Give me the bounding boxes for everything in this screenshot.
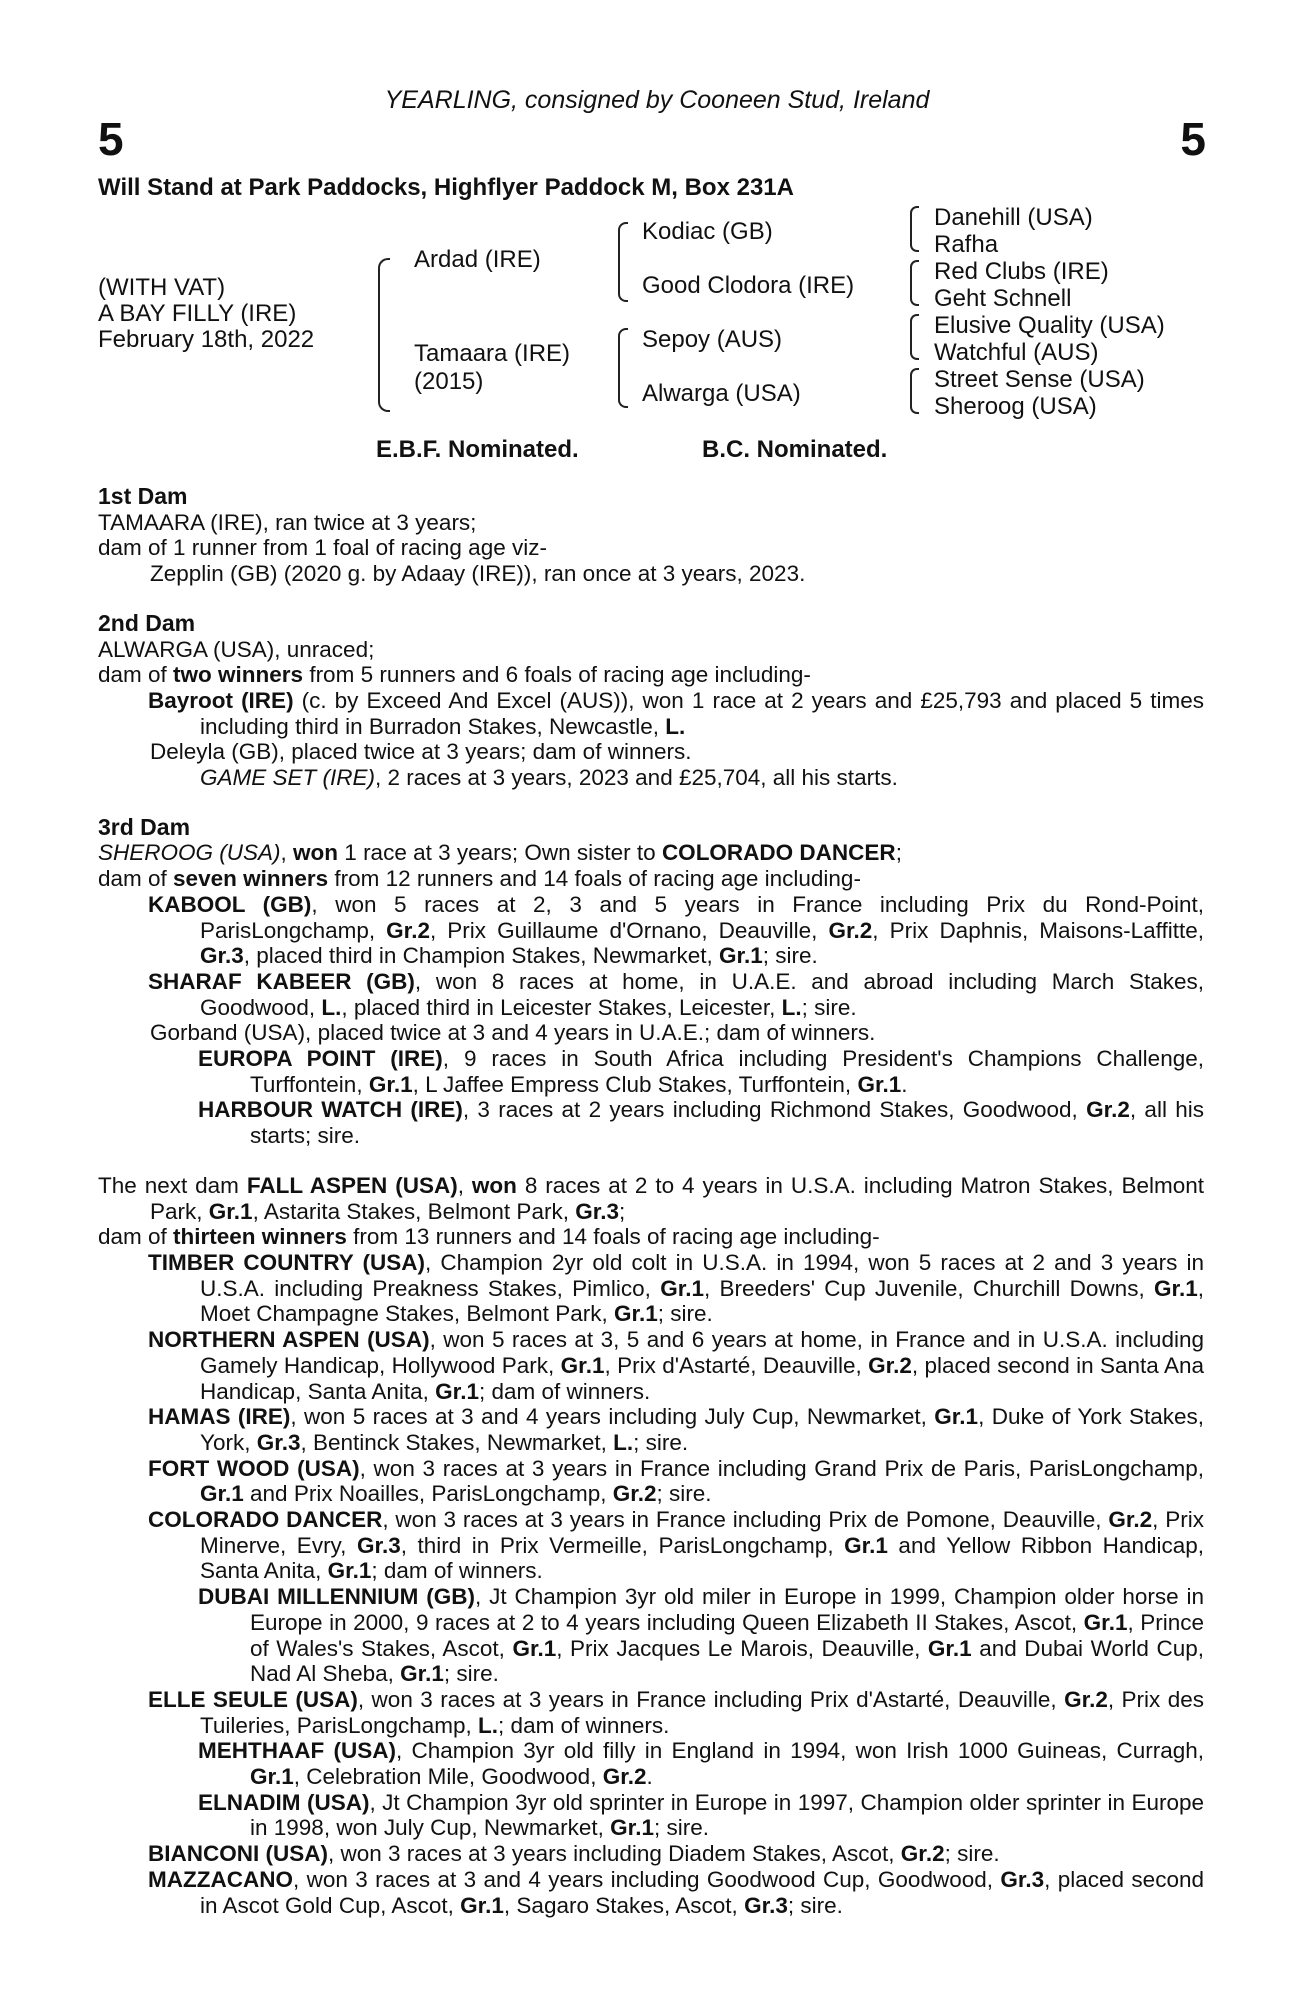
entry-europa-point: EUROPA POINT (IRE), 9 races in South Africa including President's Champions Challenge, Turffontein, Gr.1, L Jaffee Empress Club Stakes, Turffontein, Gr.1.	[198, 1046, 1204, 1097]
entry-harbour-watch: HARBOUR WATCH (IRE), 3 races at 2 years including Richmond Stakes, Goodwood, Gr.2, all his starts; sire.	[198, 1097, 1204, 1149]
entry-timber-country: TIMBER COUNTRY (USA), Champion 2yr old colt in U.S.A. in 1994, won 5 races at 2 and 3 years in U.S.A. including Preakness Stakes, Pimlico, Gr.1, Breeders' Cup Juvenile, Churchill Downs, Gr.1, Moet Champagne Stakes, Belmont Park, Gr.1; sire.	[148, 1249, 1204, 1327]
entry-bianconi: BIANCONI (USA), won 3 races at 3 years including Diadem Stakes, Ascot, Gr.2; sire.	[148, 1841, 1000, 1867]
third-dam-line: SHEROOG (USA), won 1 race at 3 years; Own sister to COLORADO DANCER;	[98, 840, 902, 866]
third-dam-produce-line: dam of seven winners from 12 runners and 14 foals of racing age including-	[98, 866, 861, 892]
dam: Tamaara (IRE)	[414, 340, 571, 367]
dam-sire-sire: Elusive Quality (USA)	[934, 312, 1165, 339]
first-dam-foal: Zepplin (GB) (2020 g. by Adaay (IRE)), ran once at 3 years, 2023.	[150, 561, 806, 587]
brace-lot	[378, 258, 390, 412]
entry-fort-wood: FORT WOOD (USA), won 3 races at 3 years in France including Grand Prix de Paris, ParisLongchamp, Gr.1 and Prix Noailles, ParisLongchamp, Gr.2; sire.	[148, 1455, 1204, 1507]
dam-dam: Alwarga (USA)	[642, 380, 801, 407]
first-dam-produce-line: dam of 1 runner from 1 foal of racing age viz-	[98, 535, 547, 561]
third-dam-heading: 3rd Dam	[98, 813, 191, 840]
brace-ds	[910, 314, 919, 360]
brace-sd	[910, 260, 919, 306]
entry-mehthaaf: MEHTHAAF (USA), Champion 3yr old filly in England in 1994, won Irish 1000 Guineas, Curragh, Gr.1, Celebration Mile, Goodwood, Gr.2.	[198, 1738, 1204, 1790]
entry-sharaf-kabeer: SHARAF KABEER (GB), won 8 races at home, in U.A.E. and abroad including March Stakes, Goodwood, L., placed third in Leicester Stakes, Leicester, L.; sire.	[148, 968, 1204, 1020]
next-dam-produce-line: dam of thirteen winners from 13 runners and 14 foals of racing age including-	[98, 1224, 880, 1250]
entry-mazzacano: MAZZACANO, won 3 races at 3 and 4 years including Goodwood Cup, Goodwood, Gr.3, placed second in Ascot Gold Cup, Ascot, Gr.1, Sagaro Stakes, Ascot, Gr.3; sire.	[148, 1866, 1204, 1918]
entry-hamas: HAMAS (IRE), won 5 races at 3 and 4 years including July Cup, Newmarket, Gr.1, Duke of York Stakes, York, Gr.3, Bentinck Stakes, Newmarket, L.; sire.	[148, 1404, 1204, 1455]
dam-dam-sire: Street Sense (USA)	[934, 366, 1145, 393]
foaling-date: February 18th, 2022	[98, 326, 315, 353]
bc-nomination: B.C. Nominated.	[702, 436, 888, 463]
vat-note: (WITH VAT)	[98, 274, 226, 301]
catalogue-body	[98, 484, 1204, 1918]
sire-dam-dam: Geht Schnell	[934, 285, 1072, 312]
entry-bayroot: Bayroot (IRE) (c. by Exceed And Excel (AUS)), won 1 race at 2 years and £25,793 and placed 5 times including third in Burradon Stakes, Newcastle, L.	[148, 687, 1204, 739]
brace-dam	[618, 328, 628, 408]
sire-sire-dam: Rafha	[934, 231, 999, 258]
lot-name: A BAY FILLY (IRE)	[98, 300, 297, 327]
sire: Ardad (IRE)	[414, 246, 541, 273]
brace-ss	[910, 206, 919, 252]
entry-deleyla: Deleyla (GB), placed twice at 3 years; dam of winners.	[150, 739, 692, 765]
sire-dam-sire: Red Clubs (IRE)	[934, 258, 1109, 285]
ebf-nomination: E.B.F. Nominated.	[376, 436, 579, 463]
dam-sire-dam: Watchful (AUS)	[934, 339, 1099, 366]
entry-dubai-millennium: DUBAI MILLENNIUM (GB), Jt Champion 3yr old miler in Europe in 1999, Champion older horse in Europe in 2000, 9 races at 2 to 4 years including Queen Elizabeth II Stakes, Ascot, Gr.1, Prince of Wales's Stakes, Ascot, Gr.1, Prix Jacques Le Marois, Deauville, Gr.1 and Dubai World Cup, Nad Al Sheba, Gr.1; sire.	[198, 1584, 1205, 1687]
sire-sire: Kodiac (GB)	[642, 218, 773, 245]
second-dam-heading: 2nd Dam	[98, 609, 196, 636]
first-dam-line: TAMAARA (IRE), ran twice at 3 years;	[98, 509, 477, 535]
stand-location: Will Stand at Park Paddocks, Highflyer Paddock M, Box 231A	[98, 174, 794, 201]
entry-colorado-dancer: COLORADO DANCER, won 3 races at 3 years in France including Prix de Pomone, Deauville, Gr.2, Prix Minerve, Evry, Gr.3, third in Prix Vermeille, ParisLongchamp, Gr.1 and Yellow Ribbon Handicap, Santa Anita, Gr.1; dam of winners.	[148, 1507, 1205, 1584]
first-dam-heading: 1st Dam	[98, 483, 188, 509]
dam-year: (2015)	[414, 368, 484, 395]
next-dam-line: The next dam FALL ASPEN (USA), won 8 races at 2 to 4 years in U.S.A. including Matron Stakes, Belmont Park, Gr.1, Astarita Stakes, Belmont Park, Gr.3;	[98, 1172, 1204, 1224]
second-dam-line: ALWARGA (USA), unraced;	[98, 636, 375, 662]
brace-dd	[910, 368, 919, 414]
entry-kabool: KABOOL (GB), won 5 races at 2, 3 and 5 years in France including Prix du Rond-Point, ParisLongchamp, Gr.2, Prix Guillaume d'Ornano, Deauville, Gr.2, Prix Daphnis, Maisons-Laffitte, Gr.3, placed third in Champion Stakes, Newmarket, Gr.1; sire.	[148, 891, 1204, 969]
entry-northern-aspen: NORTHERN ASPEN (USA), won 5 races at 3, 5 and 6 years at home, in France and in U.S.A. including Gamely Handicap, Hollywood Park, Gr.1, Prix d'Astarté, Deauville, Gr.2, placed second in Santa Ana Handicap, Santa Anita, Gr.1; dam of winners.	[148, 1327, 1204, 1404]
second-dam-produce-line: dam of two winners from 5 runners and 6 foals of racing age including-	[98, 662, 811, 688]
sire-dam: Good Clodora (IRE)	[642, 272, 855, 299]
consignor-line: YEARLING, consigned by Cooneen Stud, Ireland	[384, 86, 930, 114]
brace-sire	[618, 222, 628, 302]
entry-elle-seule: ELLE SEULE (USA), won 3 races at 3 years in France including Prix d'Astarté, Deauville, Gr.2, Prix des Tuileries, ParisLongchamp, L.; dam of winners.	[148, 1686, 1204, 1738]
entry-game-set: GAME SET (IRE), 2 races at 3 years, 2023 and £25,704, all his starts.	[200, 765, 898, 791]
entry-elnadim: ELNADIM (USA), Jt Champion 3yr old sprinter in Europe in 1997, Champion older sprinter in Europe in 1998, won July Cup, Newmarket, Gr.1; sire.	[198, 1789, 1204, 1841]
entry-gorband: Gorband (USA), placed twice at 3 and 4 years in U.A.E.; dam of winners.	[150, 1020, 876, 1046]
lot-number-right: 5	[1180, 113, 1206, 165]
dam-sire: Sepoy (AUS)	[642, 326, 783, 353]
sire-sire-sire: Danehill (USA)	[934, 204, 1093, 231]
lot-number-left: 5	[98, 113, 124, 165]
dam-dam-dam: Sheroog (USA)	[934, 393, 1097, 420]
